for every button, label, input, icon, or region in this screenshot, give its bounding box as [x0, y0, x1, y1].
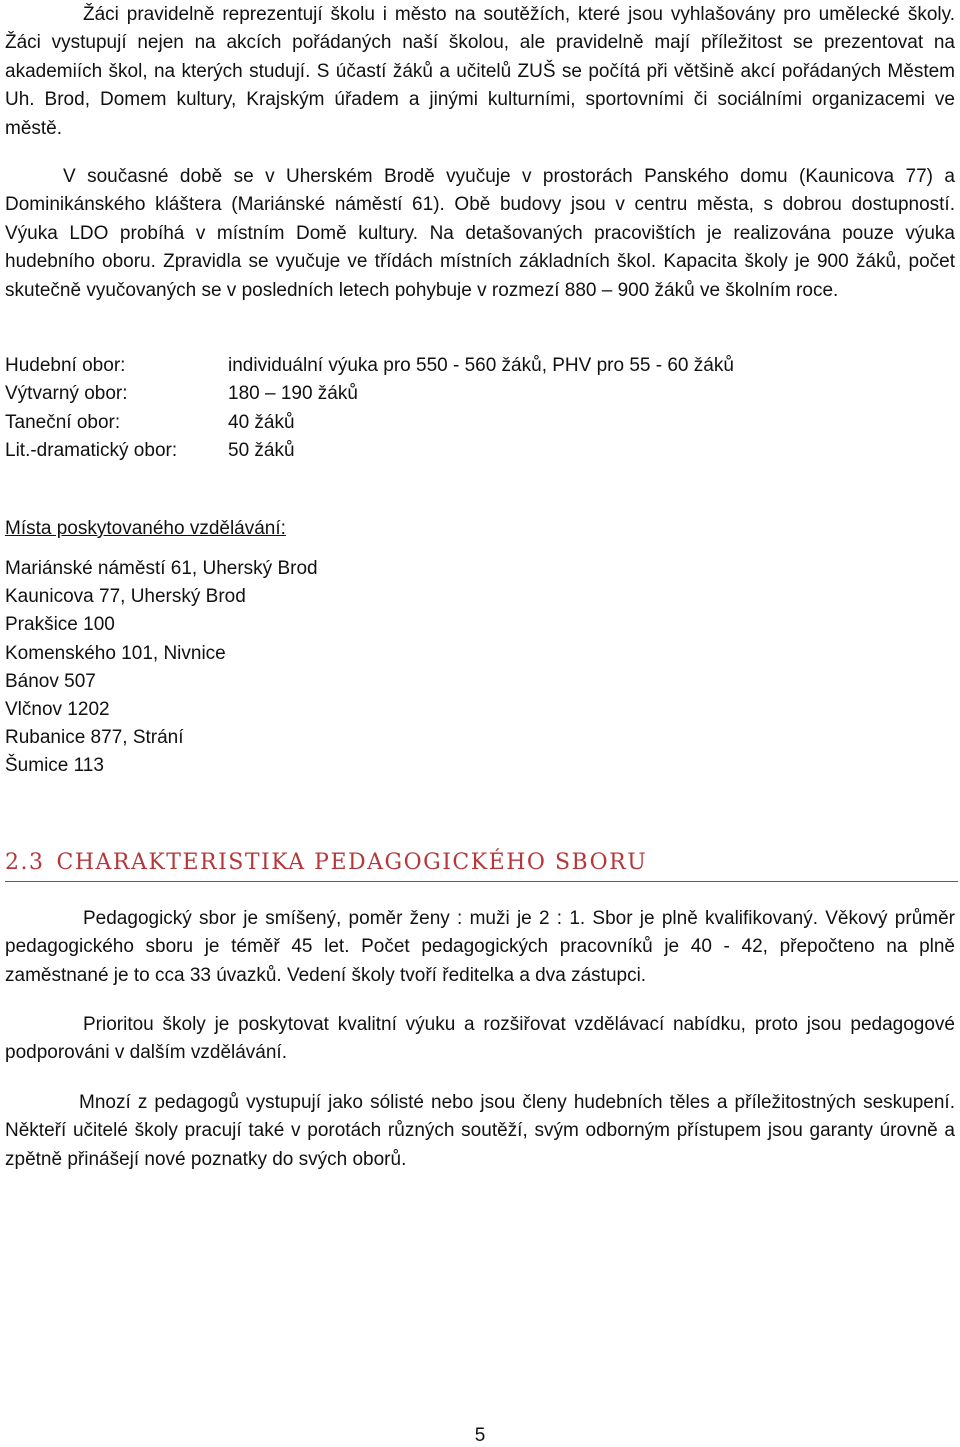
list-item: Kaunicova 77, Uherský Brod — [5, 586, 246, 608]
list-item: Komenského 101, Nivnice — [5, 642, 226, 664]
paragraph-staff: Pedagogický sbor je smíšený, poměr ženy : muži je 2 : 1. Sbor je plně kvalifikovaný. Věkový průměr pedagogického sboru je téměř 45 let. Počet pedagogických pracovníků je 40 - 42, přepočteno na plně zaměstnané je to cca 33 úvazků. Vedení školy tvoří ředitelka a dva zástupci. — [5, 908, 955, 986]
paragraph-competitions: Žáci pravidelně reprezentují školu i město na soutěžích, které jsou vyhlašovány pro umělecké školy. Žáci vystupují nejen na akcích pořádaných naší školou, ale pravidelně mají příležitost se prezentovat na akademiích škol, na kterých studují. S účastí žáků a učitelů ZUŠ se počítá při většině akcí pořádaných Městem Uh. Brod, Domem kultury, Krajským úřadem a jinými kulturními, sportovními či sociálními organizacemi ve městě. — [5, 4, 955, 139]
paragraph-performers: Mnozí z pedagogů vystupují jako sólisté nebo jsou členy hudebních těles a příležitostných seskupení. Někteří učitelé školy pracují také v porotách různých soutěží, svým odborným přístupem jsou garanty úrovně a zpětně přinášejí nové poznatky do svých oborů. — [5, 1092, 955, 1170]
obor-row: Hudební obor: individuální výuka pro 550 - 560 žáků, PHV pro 55 - 60 žáků — [5, 355, 734, 376]
obor-row: Taneční obor: 40 žáků — [5, 411, 295, 433]
page-number: 5 — [474, 1425, 486, 1446]
section-number: 2.3 — [5, 850, 45, 875]
list-item: Rubanice 877, Strání — [5, 727, 184, 749]
obor-row: Lit.-dramatický obor: 50 žáků — [5, 440, 295, 462]
section-title: CHARAKTERISTIKA PEDAGOGICKÉHO SBORU — [56, 850, 648, 875]
list-item: Šumice 113 — [5, 755, 104, 777]
list-item: Bánov 507 — [5, 670, 96, 692]
obor-row: Výtvarný obor: 180 – 190 žáků — [5, 383, 358, 405]
obory-list — [5, 352, 734, 466]
list-item: Mariánské náměstí 61, Uherský Brod — [5, 558, 318, 579]
paragraph-priority: Prioritou školy je poskytovat kvalitní výuku a rozšiřovat vzdělávací nabídku, proto jsou pedagogové podporováni v dalším vzdělávání. — [5, 1014, 955, 1064]
places-heading: Místa poskytovaného vzdělávání: — [5, 518, 286, 539]
list-item: Vlčnov 1202 — [5, 699, 110, 721]
list-item: Prakšice 100 — [5, 614, 115, 636]
paragraph-locations: V současné době se v Uherském Brodě vyučuje v prostorách Panského domu (Kaunicova 77) a Dominikánského kláštera (Mariánské náměstí 61). Obě budovy jsou v centru města, s dobrou dostupností. Výuka LDO probíhá v místním Domě kultury. Na detašovaných pracovištích je realizována pouze výuka hudebního oboru. Zpravidla se vyučuje ve třídách místních základních škol. Kapacita školy je 900 žáků, počet skutečně vyučovaných se v posledních letech pohybuje v rozmezí 880 – 900 žáků ve školním roce. — [5, 166, 955, 301]
section-heading — [5, 850, 958, 882]
places-list — [5, 555, 318, 781]
